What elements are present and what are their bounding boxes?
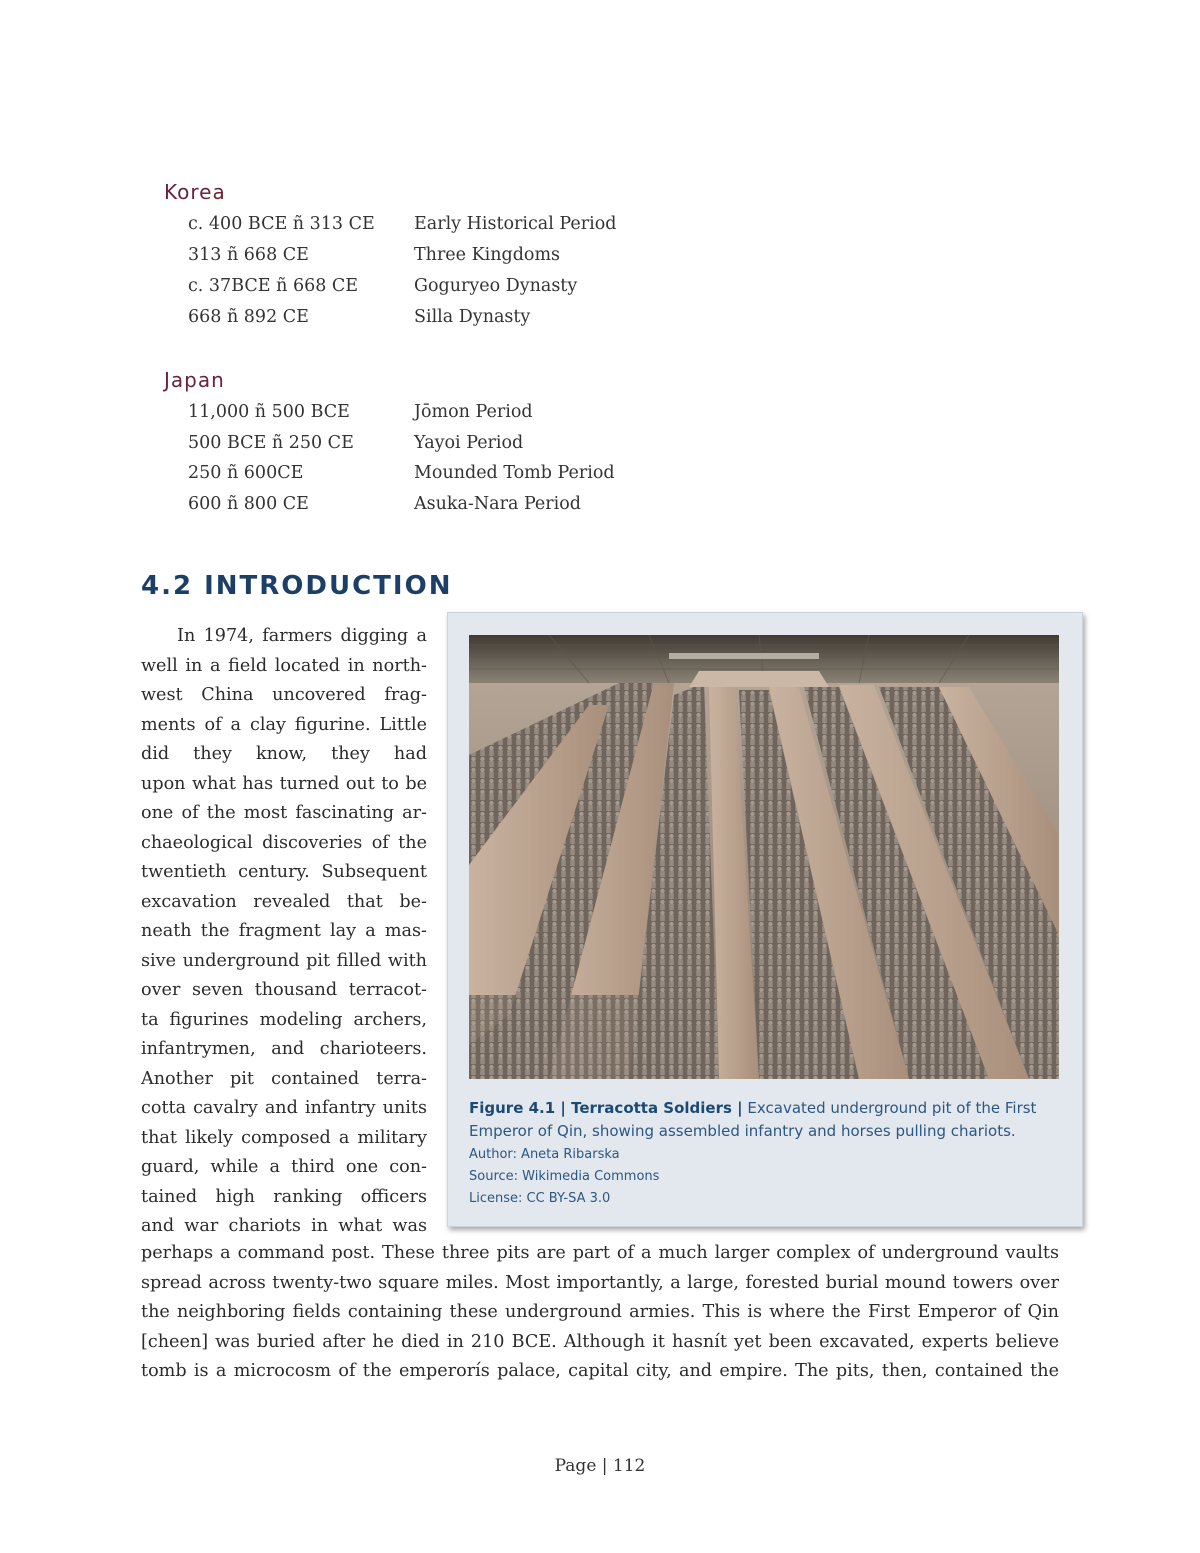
- japan-row: 500 BCE ñ 250 CE Yayoi Period: [188, 433, 524, 453]
- text-line: spread across twenty-two square miles. Most importantly, a large, forested burial mound towers over: [141, 1272, 1059, 1293]
- text-line: chaeological discoveries of the: [141, 832, 427, 853]
- body-text-column: [141, 622, 427, 1242]
- text-line: tained high ranking officers: [141, 1186, 427, 1207]
- text-line: ments of a clay figurine. Little: [141, 714, 427, 735]
- text-line: In 1974, farmers digging a: [177, 626, 427, 646]
- text-line: that likely composed a military: [141, 1127, 427, 1148]
- figure-description: Excavated underground pit of the First Emperor of Qin, showing assembled infantry and horses pulling chariots.: [469, 1099, 1037, 1140]
- text-line: infantrymen, and charioteers.: [141, 1039, 427, 1059]
- text-line: ta figurines modeling archers,: [141, 1009, 427, 1030]
- japan-heading: Japan: [164, 368, 225, 392]
- text-line: cotta cavalry and infantry units: [141, 1098, 427, 1118]
- korea-heading: Korea: [164, 180, 226, 204]
- text-line: sive underground pit filled with: [141, 950, 427, 971]
- figure-author: Author: Aneta Ribarska: [469, 1147, 620, 1162]
- text-line: neath the fragment lay a mas-: [141, 921, 427, 941]
- text-line: well in a field located in north-: [141, 655, 427, 676]
- text-line: tomb is a microcosm of the emperorís palace, capital city, and empire. The pits, then, contained the: [141, 1361, 1059, 1381]
- figure-caption: [469, 1097, 1065, 1143]
- text-line: twentieth century. Subsequent: [141, 862, 427, 882]
- section-heading: 4.2 INTRODUCTION: [141, 571, 453, 601]
- figure-license: License: CC BY-SA 3.0: [469, 1191, 611, 1206]
- japan-row: 11,000 ñ 500 BCE Jōmon Period: [188, 402, 533, 422]
- page-number: Page | 112: [554, 1456, 646, 1476]
- text-line: guard, while a third one con-: [141, 1157, 427, 1177]
- terracotta-photo: [469, 635, 1059, 1079]
- figure-credits: [469, 1144, 659, 1210]
- text-line: the neighboring fields containing these underground armies. This is where the First Emperor of Qin: [141, 1302, 1059, 1322]
- text-line: upon what has turned out to be: [141, 773, 427, 794]
- figure-box: [447, 612, 1083, 1227]
- text-line: over seven thousand terracot-: [141, 980, 427, 1000]
- figure-source: Source: Wikimedia Commons: [469, 1169, 660, 1184]
- text-line: and war chariots in what was: [141, 1216, 427, 1236]
- text-line: one of the most fascinating ar-: [141, 803, 427, 823]
- figure-label: Figure 4.1 | Terracotta Soldiers |: [469, 1099, 743, 1117]
- japan-row: 600 ñ 800 CE Asuka-Nara Period: [188, 494, 581, 514]
- korea-row: c. 400 BCE ñ 313 CE Early Historical Period: [188, 214, 617, 234]
- text-line: perhaps a command post. These three pits are part of a much larger complex of underground vaults: [141, 1243, 1059, 1263]
- korea-row: c. 37BCE ñ 668 CE Goguryeo Dynasty: [188, 276, 578, 296]
- body-text-full: [141, 1239, 1059, 1387]
- text-line: excavation revealed that be-: [141, 891, 427, 912]
- text-line: Another pit contained terra-: [141, 1068, 427, 1089]
- japan-row: 250 ñ 600CE Mounded Tomb Period: [188, 463, 615, 483]
- text-line: west China uncovered frag-: [141, 685, 427, 705]
- korea-row: 313 ñ 668 CE Three Kingdoms: [188, 245, 561, 265]
- korea-row: 668 ñ 892 CE Silla Dynasty: [188, 307, 531, 327]
- text-line: did they know, they had: [141, 744, 427, 764]
- text-line: [cheen] was buried after he died in 210 BCE. Although it hasnít yet been excavated, experts believe: [141, 1331, 1059, 1352]
